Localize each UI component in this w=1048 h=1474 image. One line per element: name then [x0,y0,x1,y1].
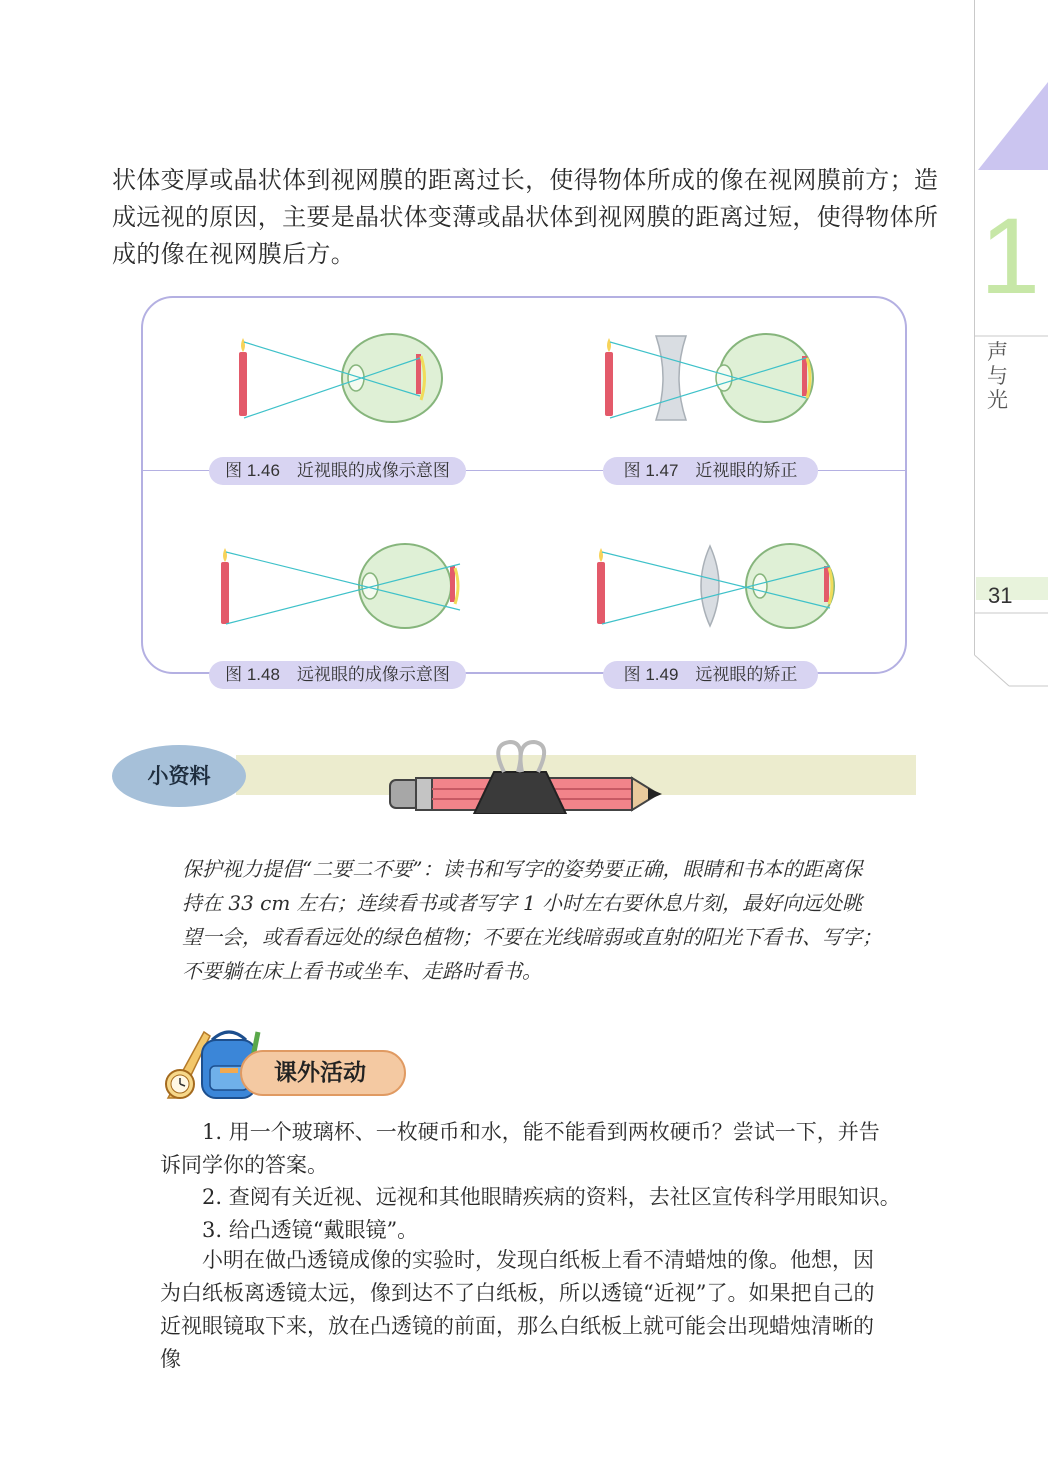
chapter-number: 1 [980,195,1041,316]
divider-line [818,470,907,471]
figure-myopia-correction [596,330,826,430]
caption-fig-1-48: 图 1.48 远视眼的成像示意图 [209,661,466,689]
activity-item-3: 3. 给凸透镜“戴眼镜”。 [202,1218,419,1242]
chapter-title: 声与光 [987,340,1008,412]
page-number: 31 [988,583,1013,608]
activity-title: 课外活动 [274,1060,366,1086]
caption-fig-1-47: 图 1.47 近视眼的矫正 [603,457,818,485]
activity-item-1: 1. 用一个玻璃杯、一枚硬币和水，能不能看到两枚硬币？尝试一下，并告诉同学你的答案。 [160,1120,880,1177]
activity-item-2: 2. 查阅有关近视、远视和其他眼睛疾病的资料，去社区宣传科学用眼知识。 [202,1185,901,1209]
figure-myopia-imaging [222,330,462,430]
activity-item-3-description: 小明在做凸透镜成像的实验时，发现白纸板上看不清蜡烛的像。他想，因为白纸板离透镜太远，像到达不了白纸板，所以透镜“近视”了。如果把自己的近视眼镜取下来，放在凸透镜的前面，那么白纸板上就可能会出现蜡烛清晰的像 [160,1248,875,1371]
intro-paragraph: 状体变厚或晶状体到视网膜的距离过长，使得物体所成的像在视网膜前方；造成远视的原因，主要是晶状体变薄或晶状体到视网膜的距离过短，使得物体所成的像在视网膜后方。 [112,166,939,268]
caption-fig-1-46: 图 1.46 近视眼的成像示意图 [209,457,466,485]
pencil-clip-icon [386,738,668,814]
divider-line [141,470,209,471]
divider-line [466,470,603,471]
figure-hyperopia-correction [588,538,840,638]
info-title-badge: 小资料 [112,745,246,807]
caption-fig-1-49: 图 1.49 远视眼的矫正 [603,661,818,689]
info-body-text: 保护视力提倡“二要二不要”：读书和写字的姿势要正确，眼睛和书本的距离保持在 33 cm 左右；连续看书或者写字 1 小时左右要休息片刻，最好向远处眺望一会，或看看远处的绿色植物；不要在光线暗弱或直射的阳光下看书、写字；不要躺在床上看书或坐车、走路时看书。 [182,857,882,983]
figure-hyperopia-imaging [210,538,470,638]
